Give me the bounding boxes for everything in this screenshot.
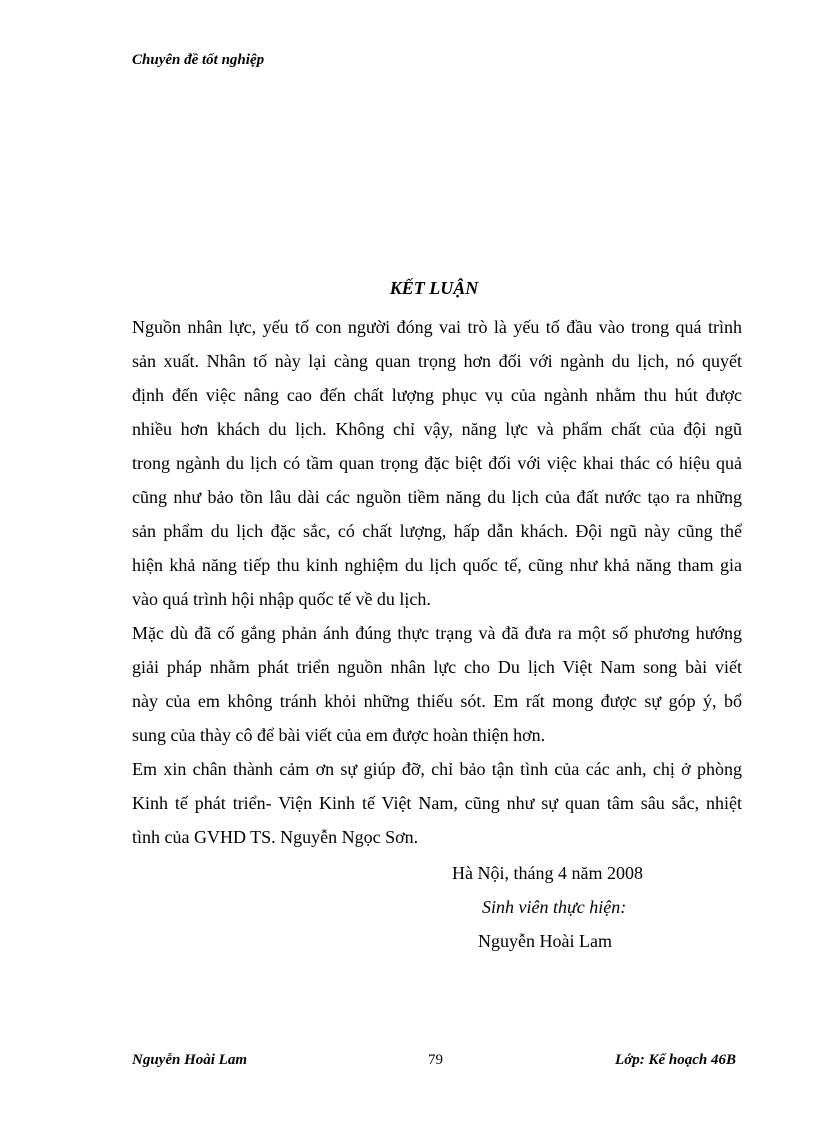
running-header: Chuyên đề tốt nghiệp — [132, 52, 265, 68]
text-line: Kinh tế phát triển- Viện Kinh tế Việt Nam, cũng như sự quan tâm sâu sắc, nhiệt — [132, 793, 742, 813]
paragraph-1 — [132, 310, 742, 616]
text-line: sung của thày cô để bài viết của em được hoàn thiện hơn. — [132, 725, 546, 745]
text-line: nhiều hơn khách du lịch. Không chỉ vậy, năng lực và phẩm chất của đội ngũ — [132, 419, 742, 439]
footer-class: Lớp: Kế hoạch 46B — [615, 1052, 736, 1068]
page-footer — [132, 1052, 736, 1074]
text-line: sản xuất. Nhân tố này lại càng quan trọng hơn đối với ngành du lịch, nó quyết — [132, 351, 742, 371]
text-line: tình của GVHD TS. Nguyễn Ngọc Sơn. — [132, 827, 419, 847]
text-line: trong ngành du lịch có tầm quan trọng đặc biệt đối với việc khai thác có hiệu quả — [132, 453, 742, 473]
text-line: cũng như bảo tồn lâu dài các nguồn tiềm năng du lịch của đất nước tạo ra những — [132, 487, 742, 507]
text-line: Nguồn nhân lực, yếu tố con người đóng vai trò là yếu tố đầu vào trong quá trình — [132, 317, 742, 337]
text-line: định đến việc nâng cao đến chất lượng phục vụ của ngành nhằm thu hút được — [132, 385, 742, 405]
signer-role: Sinh viên thực hiện: — [482, 897, 627, 917]
signature-block — [452, 856, 643, 958]
text-line: giải pháp nhằm phát triển nguồn nhân lực cho Du lịch Việt Nam song bài viết — [132, 657, 742, 677]
page-number: 79 — [428, 1052, 443, 1068]
text-line: Mặc dù đã cố gắng phản ánh đúng thực trạng và đã đưa ra một số phương hướng — [132, 623, 742, 643]
signer-name: Nguyễn Hoài Lam — [478, 931, 612, 951]
text-line: hiện khả năng tiếp thu kinh nghiệm du lịch quốc tế, cũng như khả năng tham gia — [132, 555, 742, 575]
text-line: sản phẩm du lịch đặc sắc, có chất lượng, hấp dẫn khách. Đội ngũ này cũng thể — [132, 521, 742, 541]
paragraph-2 — [132, 616, 742, 752]
footer-author: Nguyễn Hoài Lam — [132, 1052, 247, 1068]
text-line: này của em không tránh khỏi những thiếu sót. Em rất mong được sự góp ý, bổ — [132, 691, 742, 711]
text-line: vào quá trình hội nhập quốc tế về du lịch. — [132, 589, 431, 609]
section-title: KẾT LUẬN — [389, 278, 479, 298]
place-date: Hà Nội, tháng 4 năm 2008 — [452, 863, 643, 883]
paragraph-3 — [132, 752, 742, 854]
conclusion-body — [132, 310, 742, 854]
text-line: Em xin chân thành cảm ơn sự giúp đỡ, chỉ bảo tận tình của các anh, chị ở phòng — [132, 759, 742, 779]
